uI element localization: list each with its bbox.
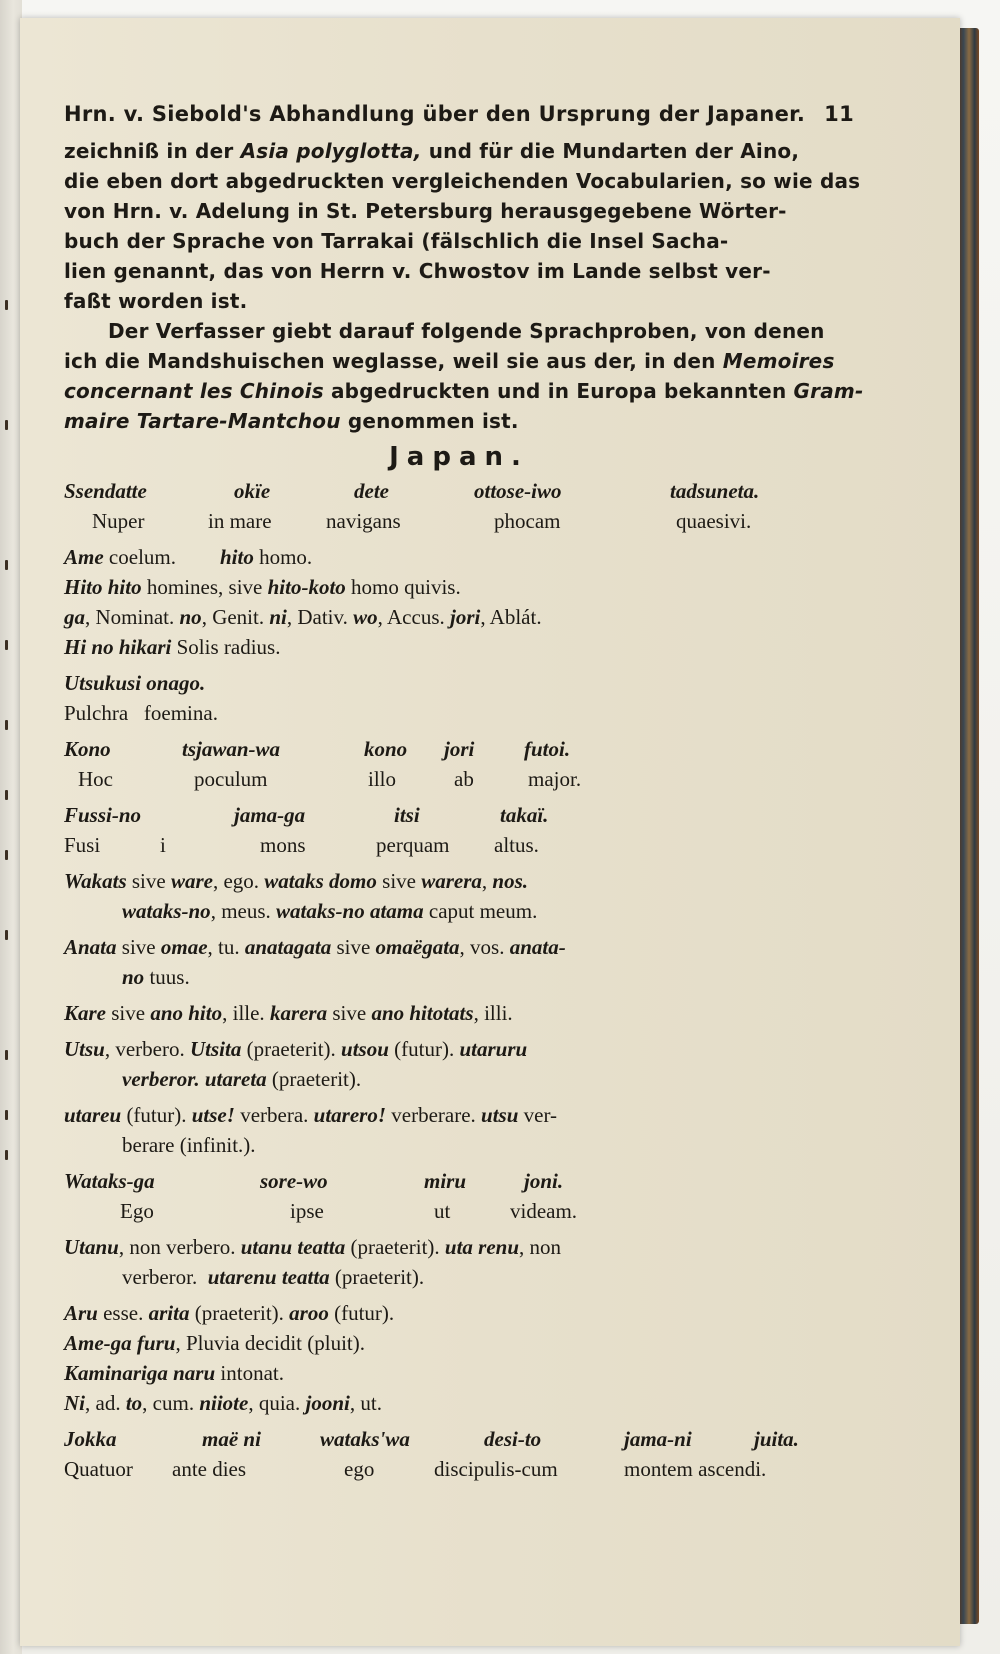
vocab-line: Hi no hikari Solis radius. [64,635,281,659]
vocab-line: verberor. utarenu teatta (praeterit). [122,1265,425,1289]
header-title: Hrn. v. Siebold's Abhandlung über den Ursprung der Japaner. [64,102,806,126]
text-line: buch der Sprache von Tarrakai (fälschlich die Insel Sacha- [64,229,729,253]
vocab-line: Ame-ga furu, Pluvia decidit (pluit). [64,1331,365,1355]
text-line: zeichniß in der Asia polyglotta, und für die Mundarten der Aino, [64,139,800,163]
vocab-line: Kaminariga naru intonat. [64,1361,284,1385]
sentence-latin: Quatuor ante dies ego discipulis-cum montem ascendi. [64,1457,767,1481]
sentence-japanese: Kono tsjawan-wa kono jori futoi. [64,737,571,761]
vocab-line: Ame coelum. hito homo. [64,545,313,569]
vocab-line: ga, Nominat. no, Genit. ni, Dativ. wo, Accus. jori, Ablát. [64,605,542,629]
vocab-line: Wakats sive ware, ego. wataks domo sive warera, nos. [64,869,529,893]
vocab-line: utareu (futur). utse! verbera. utarero! verberare. utsu ver- [64,1103,558,1127]
vocab-line: no tuus. [122,965,190,989]
vocab-line: Pulchra foemina. [64,701,218,725]
sentence-latin: Ego ipse ut videam. [120,1199,578,1223]
text-line: lien genannt, das von Herrn v. Chwostov im Lande selbst ver- [64,259,771,283]
vocab-line: Ni, ad. to, cum. niiote, quia. jooni, ut. [64,1391,382,1415]
vocab-line: Utsukusi onago. [64,671,206,695]
page-text [64,96,864,1484]
vocab-line: Utsu, verbero. Utsita (praeterit). utsou (futur). utaruru [64,1037,528,1061]
sentence-latin: Hoc poculum illo ab major. [78,767,582,791]
vocab-line: Utanu, non verbero. utanu teatta (praeterit). uta renu, non [64,1235,562,1259]
sentence-latin: Nuper in mare navigans phocam quaesivi. [92,509,752,533]
facing-page-edge [0,0,22,1654]
text-line: maire Tartare-Mantchou genommen ist. [64,409,519,433]
vocab-line: verberor. utareta (praeterit). [122,1067,362,1091]
running-header [64,96,854,136]
sentence-japanese: Ssendatte okïe dete ottose-iwo tadsuneta. [64,479,760,503]
sentence-latin: Fusi i mons perquam altus. [64,833,539,857]
sentence-japanese: Fussi-no jama-ga itsi takaï. [64,803,549,827]
book-spine-edge [957,28,979,1624]
vocab-line: wataks-no, meus. wataks-no atama caput meum. [122,899,538,923]
text-line: Der Verfasser giebt darauf folgende Sprachproben, von denen [108,319,825,343]
sentence-japanese: Wataks-ga sore-wo miru joni. [64,1169,564,1193]
vocab-line: Anata sive omae, tu. anatagata sive omaëgata, vos. anata- [64,935,566,959]
text-line: faßt worden ist. [64,289,248,313]
intro-paragraphs [64,136,864,436]
page-number: 11 [824,102,854,126]
vocab-line: Aru esse. arita (praeterit). aroo (futur). [64,1301,395,1325]
section-title: Japan. [389,442,529,472]
text-line: ich die Mandshuischen weglasse, weil sie aus der, in den Memoires [64,349,835,373]
vocab-line: Kare sive ano hito, ille. karera sive ano hitotats, illi. [64,1001,513,1025]
vocab-line: berare (infinit.). [122,1133,256,1157]
text-line: von Hrn. v. Adelung in St. Petersburg herausgegebene Wörter- [64,199,787,223]
sentence-japanese: Jokka maë ni wataks'wa desi-to jama-ni juita. [64,1427,799,1451]
text-line: die eben dort abgedruckten vergleichenden Vocabularien, so wie das [64,169,861,193]
text-line: concernant les Chinois abgedruckten und in Europa bekannten Gram- [64,379,864,403]
examples [64,476,854,1484]
vocab-line: Hito hito homines, sive hito-koto homo quivis. [64,575,461,599]
